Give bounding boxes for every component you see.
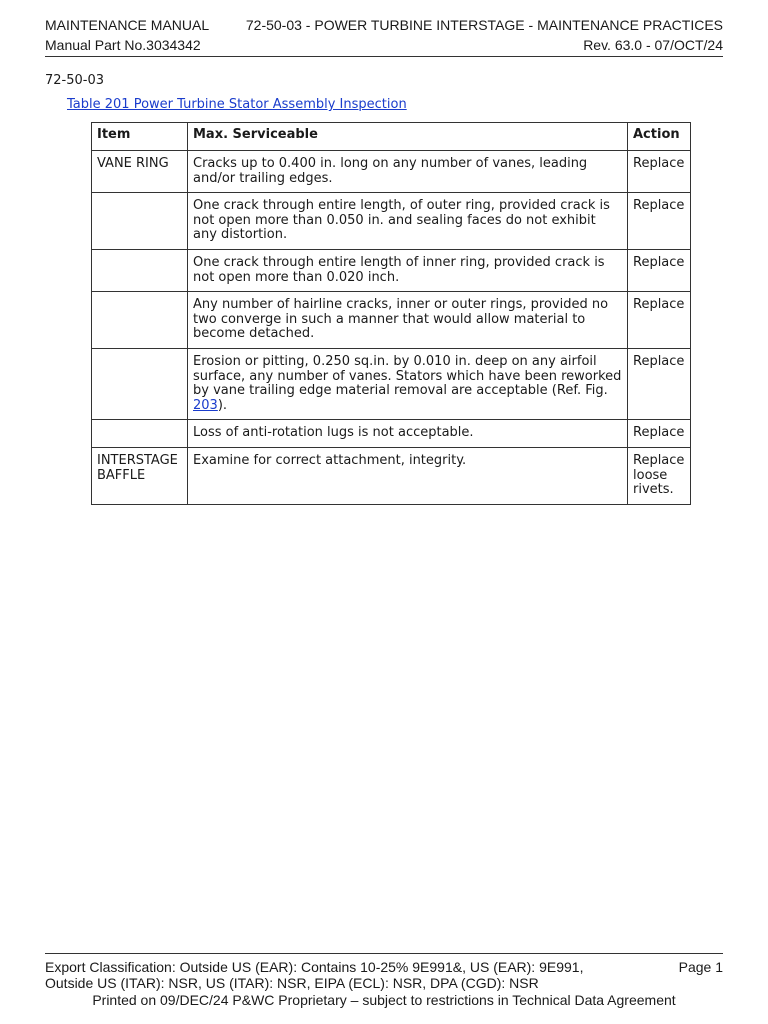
cell-action: Replace loose rivets. <box>628 447 691 504</box>
page-number: Page 1 <box>678 959 723 975</box>
cell-action: Replace <box>628 348 691 419</box>
cell-max-serviceable: Any number of hairline cracks, inner or outer rings, provided no two converge in such a manner that would allow material to become detached. <box>188 292 628 349</box>
cell-text: Erosion or pitting, 0.250 sq.in. by 0.010 in. deep on any airfoil surface, any number of vanes. Stators which have been reworked by vane trailing edge material removal are acceptable (Ref. Fig. <box>193 353 622 399</box>
table-row <box>92 249 691 291</box>
cell-item <box>92 249 188 291</box>
manual-part-number: Manual Part No.3034342 <box>45 37 201 53</box>
cell-action: Replace <box>628 420 691 448</box>
cell-text-end: ). <box>217 397 228 413</box>
table-row <box>92 193 691 250</box>
cell-max-serviceable: One crack through entire length, of outer ring, provided crack is not open more than 0.050 in. and sealing faces do not exhibit any distortion. <box>188 193 628 250</box>
chapter-title: 72-50-03 - POWER TURBINE INTERSTAGE - MAINTENANCE PRACTICES <box>245 17 723 33</box>
table-title-link[interactable]: Table 201 Power Turbine Stator Assembly Inspection <box>67 97 407 112</box>
cell-max-serviceable: One crack through entire length of inner ring, provided crack is not open more than 0.020 inch. <box>188 249 628 291</box>
table-row <box>92 292 691 349</box>
column-header-item: Item <box>92 123 188 151</box>
column-header-max-serviceable: Max. Serviceable <box>188 123 628 151</box>
cell-max-serviceable <box>188 348 628 419</box>
cell-item: INTERSTAGE BAFFLE <box>92 447 188 504</box>
page-footer <box>45 953 723 1008</box>
cell-max-serviceable: Examine for correct attachment, integrity. <box>188 447 628 504</box>
cell-item <box>92 420 188 448</box>
table-row <box>92 420 691 448</box>
cell-max-serviceable: Cracks up to 0.400 in. long on any number of vanes, leading and/or trailing edges. <box>188 151 628 193</box>
cell-item <box>92 348 188 419</box>
cell-action: Replace <box>628 151 691 193</box>
cell-action: Replace <box>628 249 691 291</box>
cell-item <box>92 292 188 349</box>
cell-action: Replace <box>628 292 691 349</box>
revision-date: Rev. 63.0 - 07/OCT/24 <box>583 37 723 53</box>
figure-203-link[interactable]: 203 <box>193 397 218 413</box>
page-header <box>45 15 723 57</box>
header-left <box>45 15 209 55</box>
cell-item <box>92 193 188 250</box>
section-code: 72-50-03 <box>45 73 105 88</box>
printed-notice: Printed on 09/DEC/24 P&WC Proprietary – subject to restrictions in Technical Data Agreement <box>92 992 676 1008</box>
cell-action: Replace <box>628 193 691 250</box>
table-header-row <box>92 123 691 151</box>
table-row <box>92 151 691 193</box>
header-right <box>246 15 723 55</box>
column-header-action: Action <box>628 123 691 151</box>
cell-item: VANE RING <box>92 151 188 193</box>
cell-max-serviceable: Loss of anti-rotation lugs is not acceptable. <box>188 420 628 448</box>
export-classification: Export Classification: Outside US (EAR): Contains 10-25% 9E991&, US (EAR): 9E991, Outside US (ITAR): NSR, US (ITAR): NSR, EIPA (ECL): NSR, DPA (CGD): NSR <box>45 959 584 991</box>
table-row <box>92 348 691 419</box>
manual-title: MAINTENANCE MANUAL <box>45 17 210 33</box>
inspection-table <box>91 122 691 505</box>
table-row <box>92 447 691 504</box>
